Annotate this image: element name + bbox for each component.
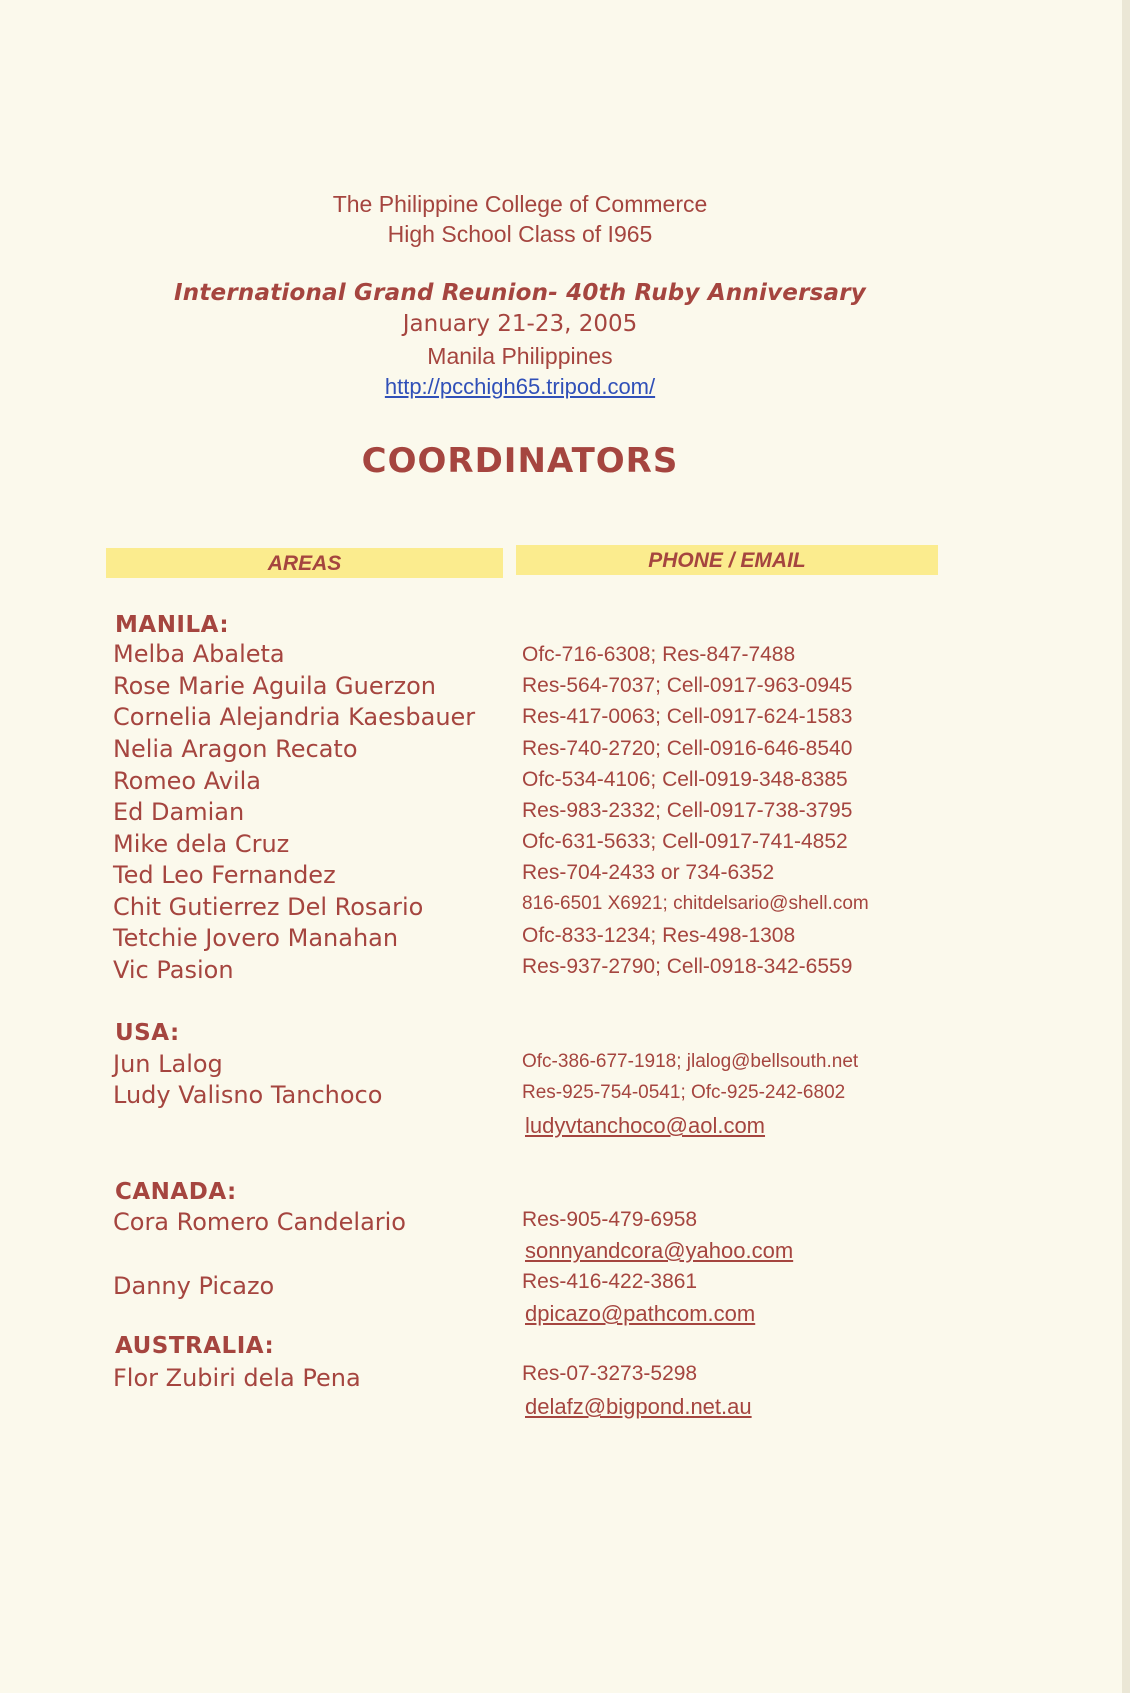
areas-header: AREAS [267,552,342,575]
page-edge [1122,0,1130,1693]
coordinator-name: Rose Marie Aguila Guerzon [113,672,436,700]
coordinator-name: Ed Damian [113,798,245,826]
coordinator-contact: Res-925-754-0541; Ofc-925-242-6802 [522,1082,846,1103]
coordinator-contact: Ofc-386-677-1918; jlalog@bellsouth.net [522,1051,859,1072]
school-name: The Philippine College of Commerce [332,191,708,217]
coordinator-name: Chit Gutierrez Del Rosario [113,893,424,921]
region-australia: AUSTRALIA: [115,1333,275,1359]
coordinator-name: Cora Romero Candelario [113,1208,406,1236]
coordinator-contact: Res-704-2433 or 734-6352 [522,861,775,884]
coordinator-name: Tetchie Jovero Manahan [113,924,399,952]
coordinator-contact: 816-6501 X6921; chitdelsario@shell.com [522,893,869,914]
coordinator-name: Flor Zubiri dela Pena [113,1364,361,1392]
website-link[interactable]: http://pcchigh65.tripod.com/ [384,374,656,399]
coordinator-email[interactable]: dpicazo@pathcom.com [525,1301,756,1326]
coordinator-name: Ted Leo Fernandez [113,861,336,889]
coordinator-contact: Res-416-422-3861 [522,1270,698,1293]
coordinator-email[interactable]: delafz@bigpond.net.au [525,1394,752,1419]
coordinator-name: Ludy Valisno Tanchoco [113,1081,383,1109]
class-year: High School Class of I965 [387,221,653,247]
coordinator-contact: Ofc-716-6308; Res-847-7488 [522,643,796,666]
coordinator-contact: Res-564-7037; Cell-0917-963-0945 [522,674,853,697]
event-place: Manila Philippines [427,343,613,369]
coordinator-email[interactable]: ludyvtanchoco@aol.com [525,1113,766,1138]
coordinator-name: Danny Picazo [113,1272,275,1300]
page-title: COORDINATORS [361,441,679,481]
coordinator-contact: Res-983-2332; Cell-0917-738-3795 [522,799,853,822]
region-usa: USA: [115,1020,180,1046]
coordinator-email[interactable]: sonnyandcora@yahoo.com [525,1238,794,1263]
coordinator-name: Melba Abaleta [113,640,285,668]
coordinator-contact: Ofc-534-4106; Cell-0919-348-8385 [522,768,848,791]
coordinator-contact: Ofc-833-1234; Res-498-1308 [522,924,796,947]
coordinator-contact: Res-740-2720; Cell-0916-646-8540 [522,737,853,760]
coordinator-name: Jun Lalog [113,1050,223,1078]
coordinator-contact: Res-417-0063; Cell-0917-624-1583 [522,705,853,728]
coordinator-name: Vic Pasion [113,956,234,984]
region-manila: MANILA: [115,612,230,638]
contact-header: PHONE / EMAIL [648,549,806,572]
coordinator-contact: Ofc-631-5633; Cell-0917-741-4852 [522,830,848,853]
contact-header-bar [516,545,938,575]
coordinator-contact: Res-937-2790; Cell-0918-342-6559 [522,955,853,978]
region-canada: CANADA: [115,1179,237,1205]
coordinator-contact: Res-905-479-6958 [522,1208,698,1231]
event-title: International Grand Reunion- 40th Ruby Anniversary [174,280,866,306]
coordinator-name: Nelia Aragon Recato [113,735,358,763]
coordinator-contact: Res-07-3273-5298 [522,1362,698,1385]
coordinator-name: Cornelia Alejandria Kaesbauer [113,703,476,731]
coordinator-name: Mike dela Cruz [113,830,290,858]
areas-header-bar [106,548,503,578]
coordinator-name: Romeo Avila [113,767,261,795]
website-link-row [0,374,1040,400]
event-date: January 21-23, 2005 [402,311,638,337]
